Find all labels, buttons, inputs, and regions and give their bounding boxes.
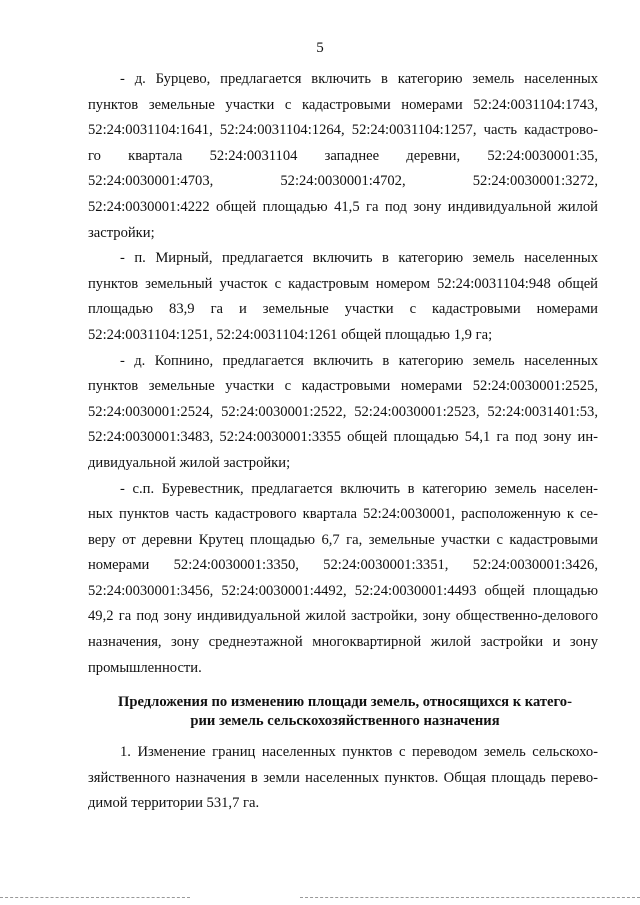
text-line: - п. Мирный, предлагается включить в категорию земель населенных [120,250,598,267]
text-line: 52:24:0030001:3483, 52:24:0030001:3355 общей площадью 54,1 га под зону ин- [88,429,598,446]
text-line: назначения, зону среднеэтажной многоквартирной жилой застройки и зону [88,634,598,651]
heading-line: рии земель сельскохозяйственного назначения [190,713,500,729]
text-line: 52:24:0030001:3456, 52:24:0030001:4492, 52:24:0030001:4493 общей площадью [88,582,598,599]
document-body [88,67,598,681]
text-line: 52:24:0031104:1251, 52:24:0031104:1261 общей площадью 1,9 га; [88,326,493,343]
paragraph-burtsevo [88,67,598,246]
text-line: го квартала 52:24:0031104 западнее деревни, 52:24:0030001:35, [88,147,598,164]
text-line: - д. Копнино, предлагается включить в категорию земель населенных [120,352,598,369]
text-line: веру от деревни Крутец площадью 6,7 га, земельные участки с кадастровыми [88,531,598,548]
text-line: номерами 52:24:0030001:3350, 52:24:0030001:3351, 52:24:0030001:3426, [88,557,598,574]
text-line: зяйственного назначения в земли населенных пунктов. Общая площадь перево- [88,769,598,786]
text-line: площадью 83,9 га и земельные участки с кадастровыми номерами [88,301,598,318]
text-line: - с.п. Буревестник, предлагается включить в категорию земель населен- [120,480,598,497]
text-line: 1. Изменение границ населенных пунктов с переводом земель сельскохо- [120,744,598,760]
text-line: промышленности. [88,659,202,676]
text-line: пунктов земельные участки с кадастровыми номерами 52:24:0031104:1743, [88,96,598,113]
text-line: пунктов земельный участок с кадастровым номером 52:24:0031104:948 общей [88,275,598,292]
text-line: 52:24:0030001:4703, 52:24:0030001:4702, 52:24:0030001:3272, [88,173,598,190]
text-line: ных пунктов часть кадастрового квартала 52:24:0030001, расположенную к се- [88,506,598,523]
text-line: застройки; [88,224,155,241]
paragraph-burevestnik [88,477,598,682]
text-line: димой территории 531,7 га. [88,795,260,812]
closing-paragraph [88,740,598,817]
paragraph-mirny [88,246,598,348]
text-line: 52:24:0030001:2524, 52:24:0030001:2522, 52:24:0030001:2523, 52:24:0031401:53, [88,403,598,420]
page-number: 5 [316,40,324,56]
text-line: дивидуальной жилой застройки; [88,454,291,471]
text-line: - д. Бурцево, предлагается включить в категорию земель населенных [120,71,598,87]
heading-line: Предложения по изменению площади земель, относящихся к катего- [118,694,572,710]
paragraph-kopnino [88,349,598,477]
section-heading [100,693,590,731]
text-line: 52:24:0030001:4222 общей площадью 41,5 га под зону индивидуальной жилой [88,198,598,215]
scan-edge-mark [0,897,190,899]
text-line: пунктов земельные участки с кадастровыми номерами 52:24:0030001:2525, [88,378,598,395]
scan-edge-mark [300,897,640,899]
text-line: 52:24:0031104:1641, 52:24:0031104:1264, 52:24:0031104:1257, часть кадастрово- [88,122,598,139]
text-line: 49,2 га под зону индивидуальной жилой застройки, зону общественно-делового [88,608,598,625]
